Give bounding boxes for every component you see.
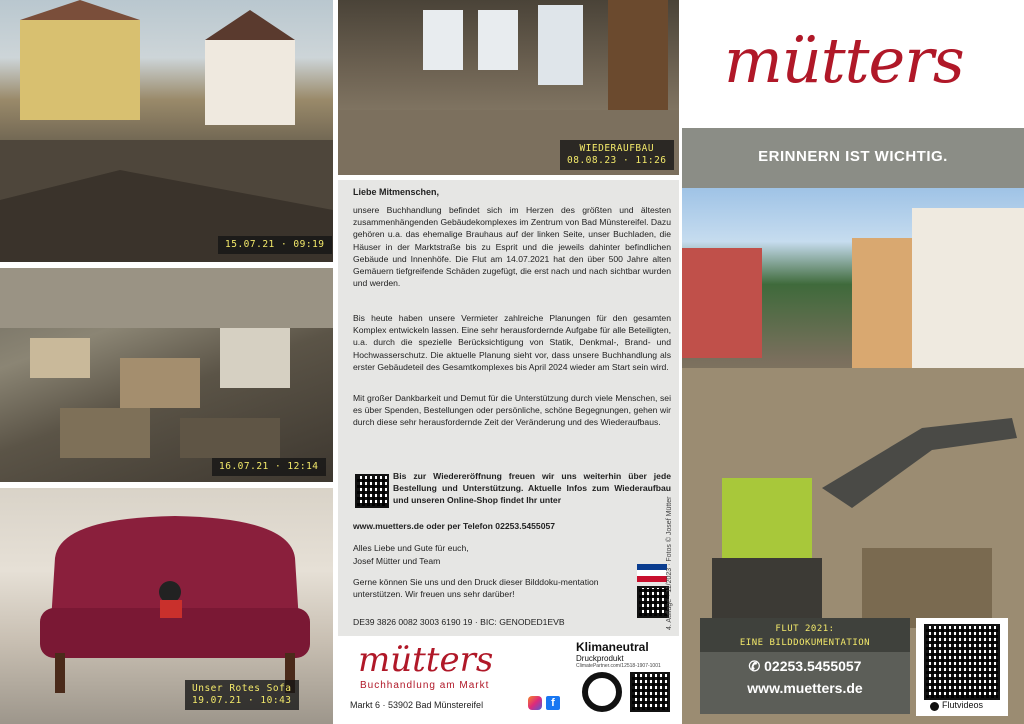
photo-room-caption-title: WIEDERAUFBAU xyxy=(579,143,655,154)
letter-paragraph-1: unsere Buchhandlung befindet sich im Herzen des größten und ältesten zusammenhängenden Gebäudekomplexes im Zentrum von Bad Münstereifel. Dazu gehören u.a. das ehemalige Brauhaus auf der linken Seite, unser Buchladen, die Häuser in der Marktstraße bis zu Esprit und die jeweils dahinter befindlichen Gebäude und Innenhöfe. Die Flut am 14.07.2021 hat den über 500 Jahre alten Gemäuern tiefgreifende Schäden zugefügt, die erst nach und nach sichtbar wurden und werden. xyxy=(353,205,671,289)
brand-logo: mütters xyxy=(724,24,964,97)
letter-bank: DE39 3826 0082 3003 6190 19 · BIC: GENODED1EVB xyxy=(353,617,565,627)
play-icon xyxy=(930,702,939,711)
photo-room-caption xyxy=(560,140,674,170)
climate-qr-code-icon[interactable] xyxy=(630,672,670,712)
books-scene-illustration xyxy=(0,268,333,482)
photo-reconstruction-room xyxy=(338,0,679,175)
climate-title: Klimaneutral xyxy=(576,640,649,654)
letter-paragraph-4: Bis zur Wiedereröffnung freuen wir uns weiterhin über jede Bestellung und Unterstützung. Aktuelle Infos zum Wiederaufbau und unseren Online-Shop findet Ihr unter xyxy=(393,471,671,506)
support-qr-code-icon[interactable] xyxy=(637,586,669,618)
footer-tagline: Buchhandlung am Markt xyxy=(360,680,490,691)
photo-flooded-street xyxy=(0,0,333,262)
letter-qr-code-icon[interactable] xyxy=(355,474,389,508)
footer-address: Markt 6 · 53902 Bad Münstereifel xyxy=(350,700,484,710)
letter-closing-1: Alles Liebe und Gute für euch, xyxy=(353,543,469,553)
climate-small: ClimatePartner.com/12518-1907-1001 xyxy=(576,663,661,669)
flut-title-line-2: EINE BILDDOKUMENTATION xyxy=(739,638,871,648)
photo-room-caption-date: 08.08.23 · 11:26 xyxy=(567,155,667,166)
letter-support: Gerne können Sie uns und den Druck dieser Bilddoku-mentation unterstützen. Wir freuen uns sehr darüber! xyxy=(353,577,599,600)
headline-banner xyxy=(682,128,1024,188)
brand-logo-box xyxy=(682,0,1024,128)
photo-sofa-caption xyxy=(185,680,299,710)
info-website[interactable]: www.muetters.de xyxy=(747,680,863,696)
letter-closing-2: Josef Mütter und Team xyxy=(353,556,441,566)
letter-paragraph-2: Bis heute haben unsere Vermieter zahlreiche Planungen für den gesamten Komplex entwickeln lassen. Eine sehr herausfordernde Aufgabe für alle Beteiligten, u.a. durch die spezielle Berücksichtigung von Statik, Denkmal-, Brand- und Hochwasserschutz. Die aktuelle Planung sieht vor, dass unsere Buchhandlung als erster Gebäudeteil des Gesamtkomplexes bis April 2024 wieder am Start sein wird. xyxy=(353,313,671,372)
photo-sofa-caption-date: 19.07.21 · 10:43 xyxy=(192,695,292,706)
letter-paragraph-3: Mit großer Dankbarkeit und Demut für die Unterstützung durch viele Menschen, sei es über Spenden, Bestellungen oder persönliche, schöne Begegnungen, gehen wir durch diese sehr herausfordernde Zeit der Veränderung und des Wiederaufbaus. xyxy=(353,393,671,428)
photo-damaged-books xyxy=(0,268,333,482)
climate-subtitle: Druckprodukt xyxy=(576,654,624,663)
footer-logo: mütters xyxy=(358,640,494,680)
info-phone[interactable]: ✆ 02253.5455057 xyxy=(748,658,862,674)
letter-contact: www.muetters.de oder per Telefon 02253.5455057 xyxy=(353,521,556,531)
street-scene-illustration xyxy=(0,0,333,262)
letter-greeting: Liebe Mitmenschen, xyxy=(353,187,440,197)
facebook-icon[interactable]: f xyxy=(546,696,560,710)
photo-street-caption: 15.07.21 · 09:19 xyxy=(218,236,332,254)
instagram-icon[interactable] xyxy=(528,696,542,710)
letter-footer xyxy=(338,636,679,724)
video-qr-code-icon[interactable] xyxy=(924,624,1000,700)
flut-title-line-1: FLUT 2021: xyxy=(775,624,835,634)
flag-icon xyxy=(637,564,667,582)
info-box xyxy=(700,618,910,714)
headline: ERINNERN IST WICHTIG. xyxy=(758,148,948,165)
video-label: Flutvideos xyxy=(942,700,984,710)
photo-sofa-caption-title: Unser Rotes Sofa xyxy=(192,683,292,694)
photo-red-sofa xyxy=(0,488,333,724)
climate-logo-icon xyxy=(582,672,622,712)
video-qr-box[interactable] xyxy=(916,618,1008,716)
flut-title xyxy=(700,618,910,652)
photo-books-caption: 16.07.21 · 12:14 xyxy=(212,458,326,476)
side-note: 4. Auflage · 11/2023 · Fotos © Josef Mütter xyxy=(666,496,673,630)
